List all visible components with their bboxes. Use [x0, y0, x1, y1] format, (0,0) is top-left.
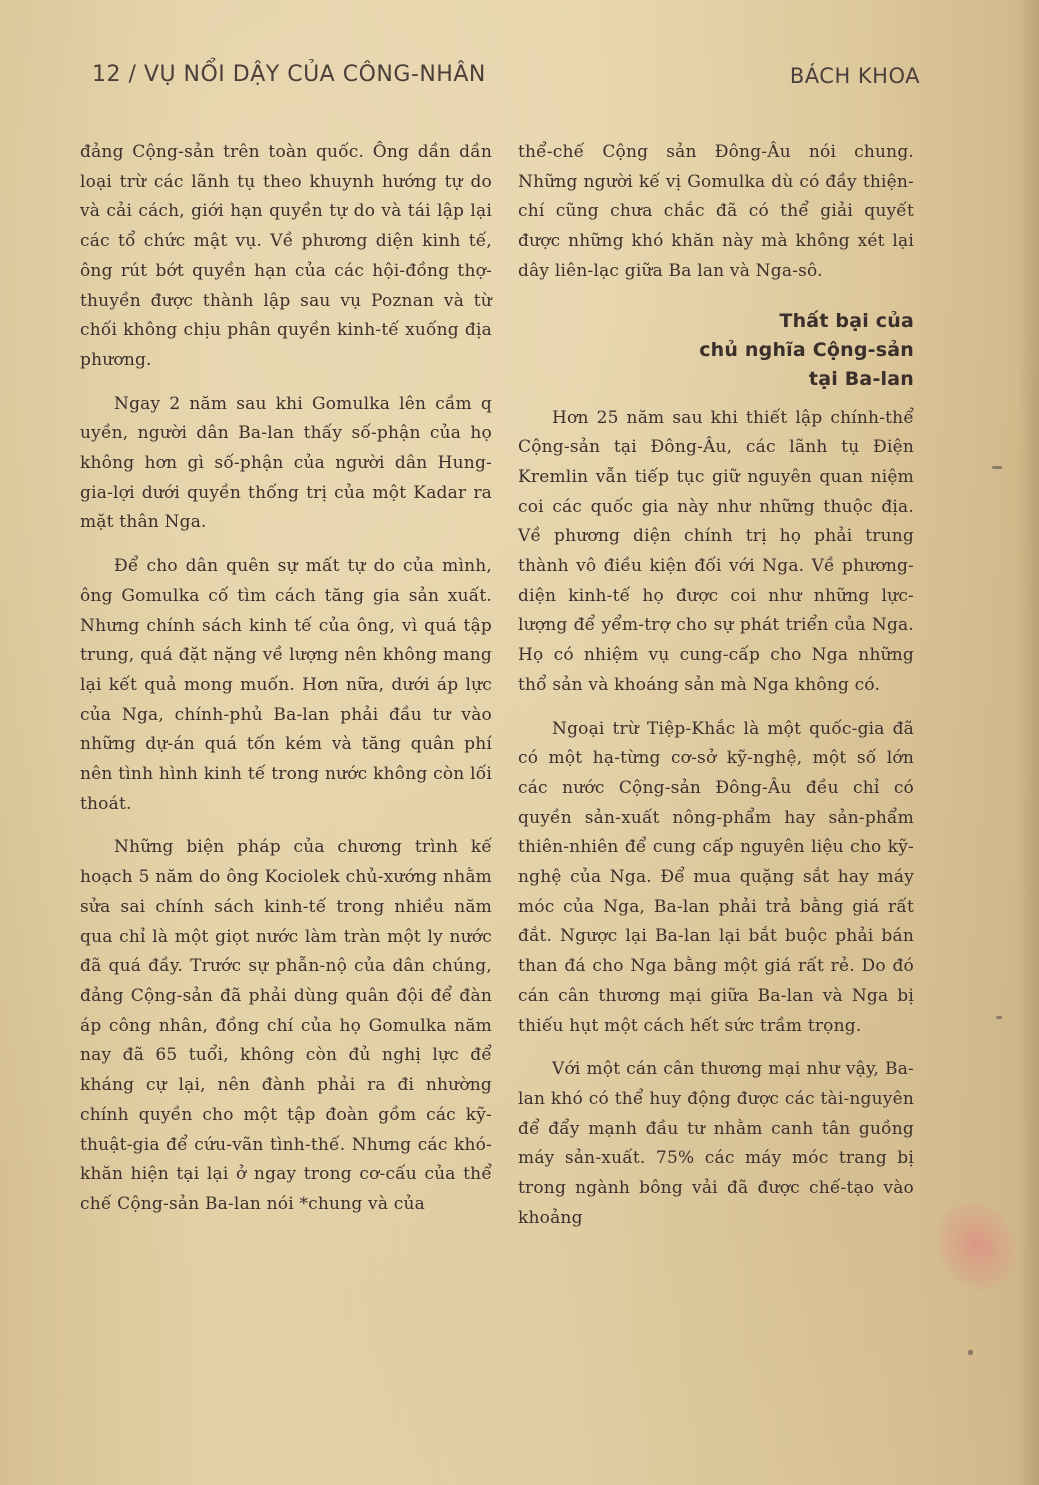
paragraph: thể-chế Cộng sản Đông-Âu nói chung. Những người kế vị Gomulka dù có đầy thiện-chí cũng chưa chắc đã có thể giải quyết được những khó khăn này mà không xét lại dây liên-lạc giữa Ba lan và Nga-sô.	[518, 142, 914, 281]
paragraph: Hơn 25 năm sau khi thiết lập chính-thể Cộng-sản tại Đông-Âu, các lãnh tụ Điện Kremlin vẫn tiếp tục giữ nguyên quan niệm coi các quốc gia này như những thuộc địa. Về phương diện chính trị họ phải trung thành vô điều kiện đối với Nga. Về phương-diện kinh-tế họ được coi như những lực-lượng để yểm-trợ cho sự phát triển của Nga. Họ có nhiệm vụ cung-cấp cho Nga những thổ sản và khoáng sản mà Nga không có.	[518, 407, 914, 695]
paper-mark	[992, 466, 1002, 469]
paper-mark	[996, 1016, 1002, 1019]
page-title: 12 / VỤ NỔI DẬY CỦA CÔNG-NHÂN	[92, 62, 486, 87]
paragraph: Để cho dân quên sự mất tự do của mình, ông Gomulka cố tìm cách tăng gia sản xuất. Nhưng chính sách kinh tế của ông, vì quá tập trung, quá đặt nặng về lượng nên không mang lại kết quả mong muốn. Hơn nữa, dưới áp lực của Nga, chính-phủ Ba-lan phải đầu tư vào những dự-án quá tốn kém và tăng quân phí nên tình hình kinh tế trong nước không còn lối thoát.	[80, 556, 492, 814]
paragraph: Ngay 2 năm sau khi Gomulka lên cầm q uyền, người dân Ba-lan thấy số-phận của họ không hơn gì số-phận của người dân Hung-gia-lợi dưới quyền thống trị của một Kadar ra mặt thân Nga.	[80, 393, 492, 533]
paragraph: Với một cán cân thương mại như vậy, Ba-lan khó có thể huy động được các tài-nguyên để đẩy mạnh đầu tư nhằm canh tân guồng máy sản-xuất. 75% các máy móc trang bị trong ngành bông vải đã được chế-tạo vào khoảng	[518, 1059, 914, 1228]
page-edge-shadow	[1017, 0, 1039, 1485]
section-heading	[518, 307, 914, 394]
heading-line: chủ nghĩa Cộng-sản	[699, 338, 914, 361]
paper-mark	[968, 1350, 973, 1355]
running-header	[92, 62, 920, 102]
paragraph: đảng Cộng-sản trên toàn quốc. Ông dần dần loại trừ các lãnh tụ theo khuynh hướng tự do và cải cách, giới hạn quyền tự do và tái lập lại các tổ chức mật vụ. Về phương diện kinh tế, ông rút bớt quyền hạn của các hội-đồng thợ-thuyền được thành lập sau vụ Poznan và từ chối không chịu phân quyền kinh-tế xuống địa phương.	[80, 142, 492, 370]
paragraph: Ngoại trừ Tiệp-Khắc là một quốc-gia đã có một hạ-từng cơ-sở kỹ-nghệ, một số lớn các nước Cộng-sản Đông-Âu đều chỉ có quyền sản-xuất nông-phẩm hay sản-phẩm thiên-nhiên để cung cấp nguyên liệu cho kỹ-nghệ của Nga. Để mua quặng sắt hay máy móc của Nga, Ba-lan phải trả bằng giá rất đắt. Ngược lại Ba-lan lại bắt buộc phải bán than đá cho Nga bằng một giá rất rẻ. Do đó cán cân thương mại giữa Ba-lan và Nga bị thiếu hụt một cách hết sức trầm trọng.	[518, 718, 914, 1036]
left-column	[80, 138, 492, 1234]
paragraph: Những biện pháp của chương trình kế hoạch 5 năm do ông Kociolek chủ-xướng nhằm sửa sai chính sách kinh-tế trong nhiều năm qua chỉ là một giọt nước làm tràn một ly nước đã quá đầy. Trước sự phẫn-nộ của dân chúng, đảng Cộng-sản đã phải dùng quân đội để đàn áp công nhân, đồng chí của họ Gomulka năm nay đã 65 tuổi, không còn đủ nghị lực để kháng cự lại, nên đành phải ra đi nhường chính quyền cho một tập đoàn gồm các kỹ-thuật-gia để cứu-vãn tình-thế. Nhưng các khó-khăn hiện tại lại ở ngay trong cơ-cấu của thể chế Cộng-sản Ba-lan nói *chung và của	[80, 837, 492, 1214]
right-column	[518, 138, 914, 1248]
heading-line: tại Ba-lan	[808, 367, 914, 390]
magazine-name: BÁCH KHOA	[789, 64, 920, 88]
heading-line: Thất bại của	[779, 309, 914, 332]
